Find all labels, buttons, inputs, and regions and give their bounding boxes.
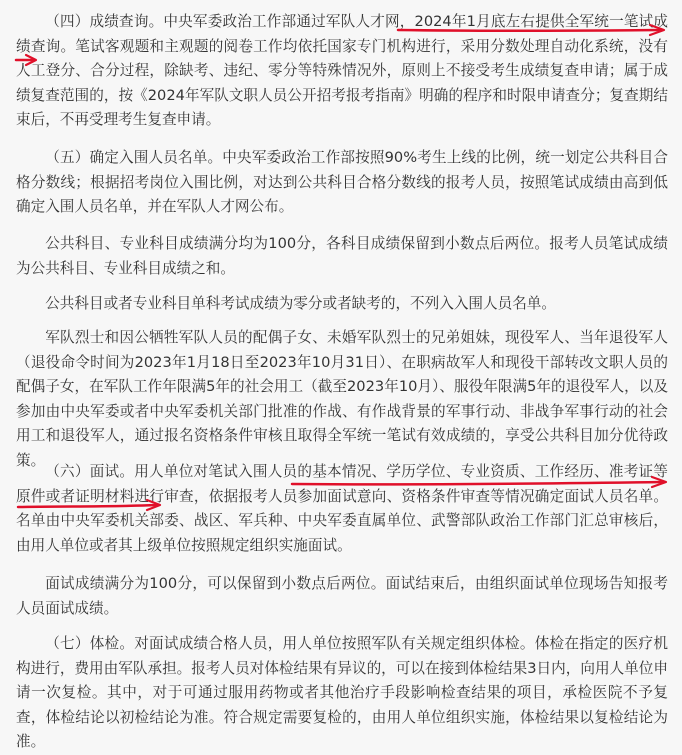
highlighted-text: 用人单位对笔试入围人员的基本情况、学历学位、专业资质、工作经历、准考证等原件或者证明材料进行审查 — [16, 463, 668, 505]
paragraph-lead: （六）面试。 — [45, 463, 135, 480]
paragraph-interview — [16, 460, 668, 558]
paragraph-score-query — [16, 10, 668, 133]
paragraph-score-rules: 公共科目、专业科目成绩满分均为100分，各科目成绩保留到小数点后两位。报考人员笔试成绩为公共科目、专业科目成绩之和。 — [16, 235, 668, 277]
paragraph-rest: 。笔试客观题和主观题的阅卷工作均依托国家专门机构进行，采用分数处理自动化系统，没有人工登分、合分过程，除缺考、违纪、零分等特殊情况外，原则上不接受考生成绩复查申请；属于成绩复查范围的，按《2024年军队文职人员公开招考报考指南》明确的程序和时限申请查分；复查期结束后，不再受理考生复查申请。 — [16, 37, 668, 128]
paragraph-shortlist: （五）确定入围人员名单。中央军委政治工作部按照90%考生上线的比例，统一划定公共科目合格分数线；根据招考岗位入围比例，对达到公共科目合格分数线的报考人员，按照笔试成绩由高到低确定入围人员名单，并在军队人才网公布。 — [16, 149, 668, 215]
paragraph-zero-score: 公共科目或者专业科目单科考试成绩为零分或者缺考的，不列入入围人员名单。 — [45, 295, 556, 312]
paragraph-medical-exam: （七）体检。对面试成绩合格人员，用人单位按照军队有关规定组织体检。体检在指定的医疗机构进行，费用由军队承担。报考人员对体检结果有异议的，可以在接到体检结果3日内，向用人单位申请一次复检。其中，对于可通过服用药物或者其他治疗手段影响检查结果的项目，承检医院不予复查，体检结论以初检结论为准。符合规定需要复检的，由用人单位组织实施，体检结果以复检结论为准。 — [16, 635, 668, 750]
paragraph-lead: （四）成绩查询。中央军委政治工作部通过军队人才网， — [45, 13, 415, 30]
highlighted-text: 2024年1月底左右提供全军统一笔试成绩查询 — [16, 13, 668, 55]
paragraph-bonus-policy: 军队烈士和因公牺牲军队人员的配偶子女、未婚军队烈士的兄弟姐妹，现役军人、当年退役军人（退役命令时间为2023年1月18日至2023年10月31日）、在职病故军人和现役干部转改文职人员的配偶子女，在军队工作年限满5年的社会用工（截至2023年10月）、服役年限满5年的退役军人，以及参加由中央军委或者中央军委机关部门批准的作战、有作战背景的军事行动、非战争军事行动的社会用工和退役军人，通过报名资格条件审核且取得全军统一笔试有效成绩的，享受公共科目加分优待政策。 — [16, 329, 668, 469]
paragraph-interview-score: 面试成绩满分为100分，可以保留到小数点后两位。面试结束后，由组织面试单位现场告知报考人员面试成绩。 — [16, 575, 668, 617]
paragraph-rest: ，依据报考人员参加面试意向、资格条件审查等情况确定面试人员名单。名单由中央军委机关部委、战区、军兵种、中央军委直属单位、武警部队政治工作部门汇总审核后，由用人单位或者其上级单位按照规定组织实施面试。 — [16, 487, 668, 554]
